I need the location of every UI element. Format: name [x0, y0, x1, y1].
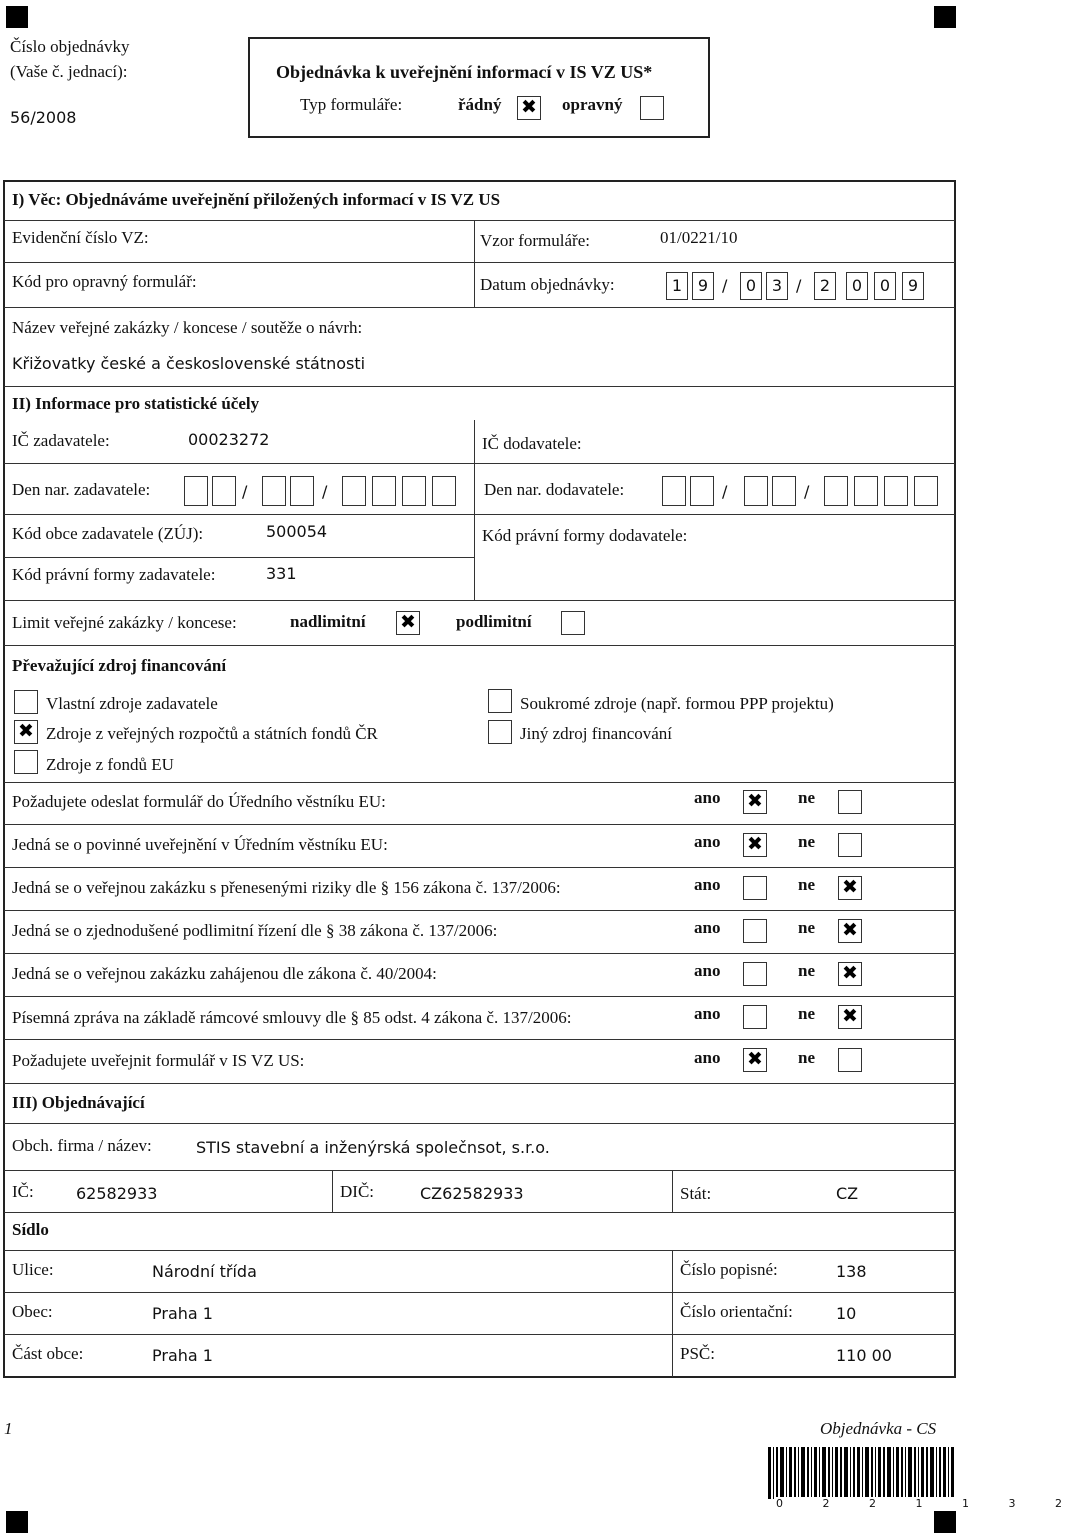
district-label: Část obce: — [12, 1344, 84, 1363]
contracting-birth-cell[interactable] — [432, 476, 456, 506]
form-type-corrective-label: opravný — [562, 95, 623, 114]
ic-label: IČ: — [12, 1182, 34, 1201]
order-date-digit: 9 — [902, 272, 924, 300]
limit-below-checkbox[interactable] — [561, 611, 585, 635]
date-separator: / — [796, 276, 802, 295]
contracting-id-label: IČ zadavatele: — [12, 431, 110, 450]
document-label: Objednávka - CS — [820, 1419, 937, 1438]
zip-label: PSČ: — [680, 1344, 715, 1363]
supplier-birth-cell[interactable] — [744, 476, 768, 506]
registration-mark-bottom-right — [934, 1511, 956, 1533]
barcode — [768, 1447, 954, 1499]
question-no-label: ne — [798, 918, 815, 937]
question-yes-checkbox[interactable] — [743, 790, 767, 814]
question-no-label: ne — [798, 961, 815, 980]
question-text: Jedná se o zjednodušené podlimitní řízení dle § 38 zákona č. 137/2006: — [12, 921, 498, 940]
house-number-label: Číslo popisné: — [680, 1260, 778, 1279]
contracting-birth-cell[interactable] — [402, 476, 426, 506]
orientation-number-value: 10 — [836, 1304, 857, 1323]
question-yes-label: ano — [694, 788, 721, 807]
limit-label: Limit veřejné zakázky / koncese: — [12, 613, 237, 632]
contracting-birth-cell[interactable] — [184, 476, 208, 506]
template-label: Vzor formuláře: — [480, 231, 590, 250]
question-text: Jedná se o povinné uveřejnění v Úředním věstníku EU: — [12, 835, 388, 854]
date-separator: / — [722, 482, 728, 501]
limit-above-checkbox[interactable] — [396, 611, 420, 635]
order-date-digit: 0 — [846, 272, 868, 300]
date-separator: / — [322, 482, 328, 501]
question-text: Požadujete odeslat formulář do Úředního věstníku EU: — [12, 792, 386, 811]
contracting-birth-cell[interactable] — [372, 476, 396, 506]
question-no-label: ne — [798, 788, 815, 807]
barcode-digits: 0 2 2 1 1 3 2 — [776, 1497, 1080, 1510]
contracting-birth-cell[interactable] — [342, 476, 366, 506]
header-box-title: Objednávka k uveřejnění informací v IS VZ US* — [276, 62, 653, 82]
question-no-checkbox[interactable] — [838, 876, 862, 900]
funding-option-checkbox[interactable] — [488, 720, 512, 744]
section-1-title: I) Věc: Objednáváme uveřejnění přiložených informací v IS VZ US — [12, 190, 501, 209]
question-text: Písemná zpráva na základě rámcové smlouvy dle § 85 odst. 4 zákona č. 137/2006: — [12, 1008, 572, 1027]
contract-name: Křižovatky české a československé státnosti — [12, 354, 366, 373]
supplier-birth-cell[interactable] — [662, 476, 686, 506]
date-separator: / — [722, 276, 728, 295]
company-name: STIS stavební a inženýrská společnsot, s.r.o. — [196, 1138, 550, 1157]
supplier-birth-cell[interactable] — [824, 476, 848, 506]
funding-option-label: Vlastní zdroje zadavatele — [46, 694, 218, 713]
question-no-checkbox[interactable] — [838, 1005, 862, 1029]
date-separator: / — [242, 482, 248, 501]
question-yes-label: ano — [694, 1048, 721, 1067]
funding-option-checkbox[interactable] — [488, 689, 512, 713]
order-date-digit: 9 — [692, 272, 714, 300]
question-no-label: ne — [798, 875, 815, 894]
funding-option-label: Soukromé zdroje (např. formou PPP projektu) — [520, 694, 834, 713]
header-box — [248, 37, 710, 138]
order-date-label: Datum objednávky: — [480, 275, 615, 294]
form-type-regular-label: řádný — [458, 95, 502, 114]
question-yes-checkbox[interactable] — [743, 1005, 767, 1029]
order-date-digit: 0 — [740, 272, 762, 300]
supplier-birth-cell[interactable] — [914, 476, 938, 506]
supplier-birth-cell[interactable] — [854, 476, 878, 506]
order-date-digit: 0 — [874, 272, 896, 300]
ic-value: 62582933 — [76, 1184, 158, 1203]
supplier-legal-form-label: Kód právní formy dodavatele: — [482, 526, 688, 545]
order-number-label: Číslo objednávky — [10, 37, 130, 56]
municipality-code-label: Kód obce zadavatele (ZÚJ): — [12, 524, 204, 543]
funding-option-label: Jiný zdroj financování — [520, 724, 673, 743]
corrective-code-label: Kód pro opravný formulář: — [12, 272, 197, 291]
question-yes-checkbox[interactable] — [743, 1048, 767, 1072]
registration-mark-top-right — [934, 6, 956, 28]
question-yes-checkbox[interactable] — [743, 919, 767, 943]
funding-option-checkbox[interactable] — [14, 690, 38, 714]
district-value: Praha 1 — [152, 1346, 213, 1365]
supplier-birth-cell[interactable] — [884, 476, 908, 506]
orientation-number-label: Číslo orientační: — [680, 1302, 793, 1321]
template-value: 01/0221/10 — [660, 228, 738, 247]
funding-option-checkbox[interactable] — [14, 750, 38, 774]
question-yes-label: ano — [694, 875, 721, 894]
question-yes-label: ano — [694, 832, 721, 851]
contracting-legal-form: 331 — [266, 564, 297, 583]
question-yes-label: ano — [694, 918, 721, 937]
supplier-id-label: IČ dodavatele: — [482, 434, 582, 453]
city-label: Obec: — [12, 1302, 53, 1321]
question-yes-checkbox[interactable] — [743, 876, 767, 900]
question-yes-label: ano — [694, 1004, 721, 1023]
question-text: Jedná se o veřejnou zakázku zahájenou dle zákona č. 40/2004: — [12, 964, 437, 983]
contract-name-label: Název veřejné zakázky / koncese / soutěže o návrh: — [12, 318, 363, 337]
street-label: Ulice: — [12, 1260, 54, 1279]
limit-above-label: nadlimitní — [290, 612, 366, 631]
contracting-legal-form-label: Kód právní formy zadavatele: — [12, 565, 216, 584]
order-date-digit: 3 — [766, 272, 788, 300]
contracting-birth-cell[interactable] — [262, 476, 286, 506]
state-value: CZ — [836, 1184, 859, 1203]
question-no-checkbox[interactable] — [838, 790, 862, 814]
section-2-title: II) Informace pro statistické účely — [12, 394, 260, 413]
question-text: Jedná se o veřejnou zakázku s přenesenými riziky dle § 156 zákona č. 137/2006: — [12, 878, 561, 897]
question-no-label: ne — [798, 1048, 815, 1067]
question-yes-checkbox[interactable] — [743, 962, 767, 986]
question-no-label: ne — [798, 832, 815, 851]
funding-option-label: Zdroje z veřejných rozpočtů a státních fondů ČR — [46, 724, 378, 743]
seat-label: Sídlo — [12, 1220, 49, 1239]
contracting-id: 00023272 — [188, 430, 270, 449]
order-number-label-sub: (Vaše č. jednací): — [10, 62, 128, 81]
question-text: Požadujete uveřejnit formulář v IS VZ US: — [12, 1051, 305, 1070]
page-number: 1 — [4, 1419, 13, 1438]
question-no-checkbox[interactable] — [838, 919, 862, 943]
question-no-label: ne — [798, 1004, 815, 1023]
form-type-regular-checkbox[interactable] — [517, 96, 541, 120]
question-yes-checkbox[interactable] — [743, 833, 767, 857]
contracting-birth-cell[interactable] — [290, 476, 314, 506]
funding-option-label: Zdroje z fondů EU — [46, 755, 174, 774]
section-3-title: III) Objednávající — [12, 1093, 145, 1112]
funding-option-checkbox[interactable] — [14, 720, 38, 744]
registration-mark-bottom-left — [6, 1511, 28, 1533]
supplier-birth-cell[interactable] — [690, 476, 714, 506]
contracting-birth-cell[interactable] — [212, 476, 236, 506]
order-number: 56/2008 — [10, 108, 77, 127]
supplier-birth-label: Den nar. dodavatele: — [484, 480, 625, 499]
supplier-birth-cell[interactable] — [772, 476, 796, 506]
company-label: Obch. firma / název: — [12, 1136, 152, 1155]
city-value: Praha 1 — [152, 1304, 213, 1323]
street-value: Národní třída — [152, 1262, 257, 1281]
form-type-label: Typ formuláře: — [300, 95, 403, 114]
dic-value: CZ62582933 — [420, 1184, 524, 1203]
contracting-birth-label: Den nar. zadavatele: — [12, 480, 151, 499]
order-date-digit: 2 — [814, 272, 836, 300]
limit-below-label: podlimitní — [456, 612, 532, 631]
order-date-digit: 1 — [666, 272, 688, 300]
question-no-checkbox[interactable] — [838, 1048, 862, 1072]
municipality-code: 500054 — [266, 522, 328, 541]
registration-mark-top-left — [6, 6, 28, 28]
question-no-checkbox[interactable] — [838, 962, 862, 986]
question-no-checkbox[interactable] — [838, 833, 862, 857]
date-separator: / — [804, 482, 810, 501]
dic-label: DIČ: — [340, 1182, 374, 1201]
question-yes-label: ano — [694, 961, 721, 980]
house-number-value: 138 — [836, 1262, 867, 1281]
state-label: Stát: — [680, 1184, 712, 1203]
funding-title: Převažující zdroj financování — [12, 656, 227, 675]
form-type-corrective-checkbox[interactable] — [640, 96, 664, 120]
evidence-number-label: Evidenční číslo VZ: — [12, 228, 149, 247]
zip-value: 110 00 — [836, 1346, 892, 1365]
